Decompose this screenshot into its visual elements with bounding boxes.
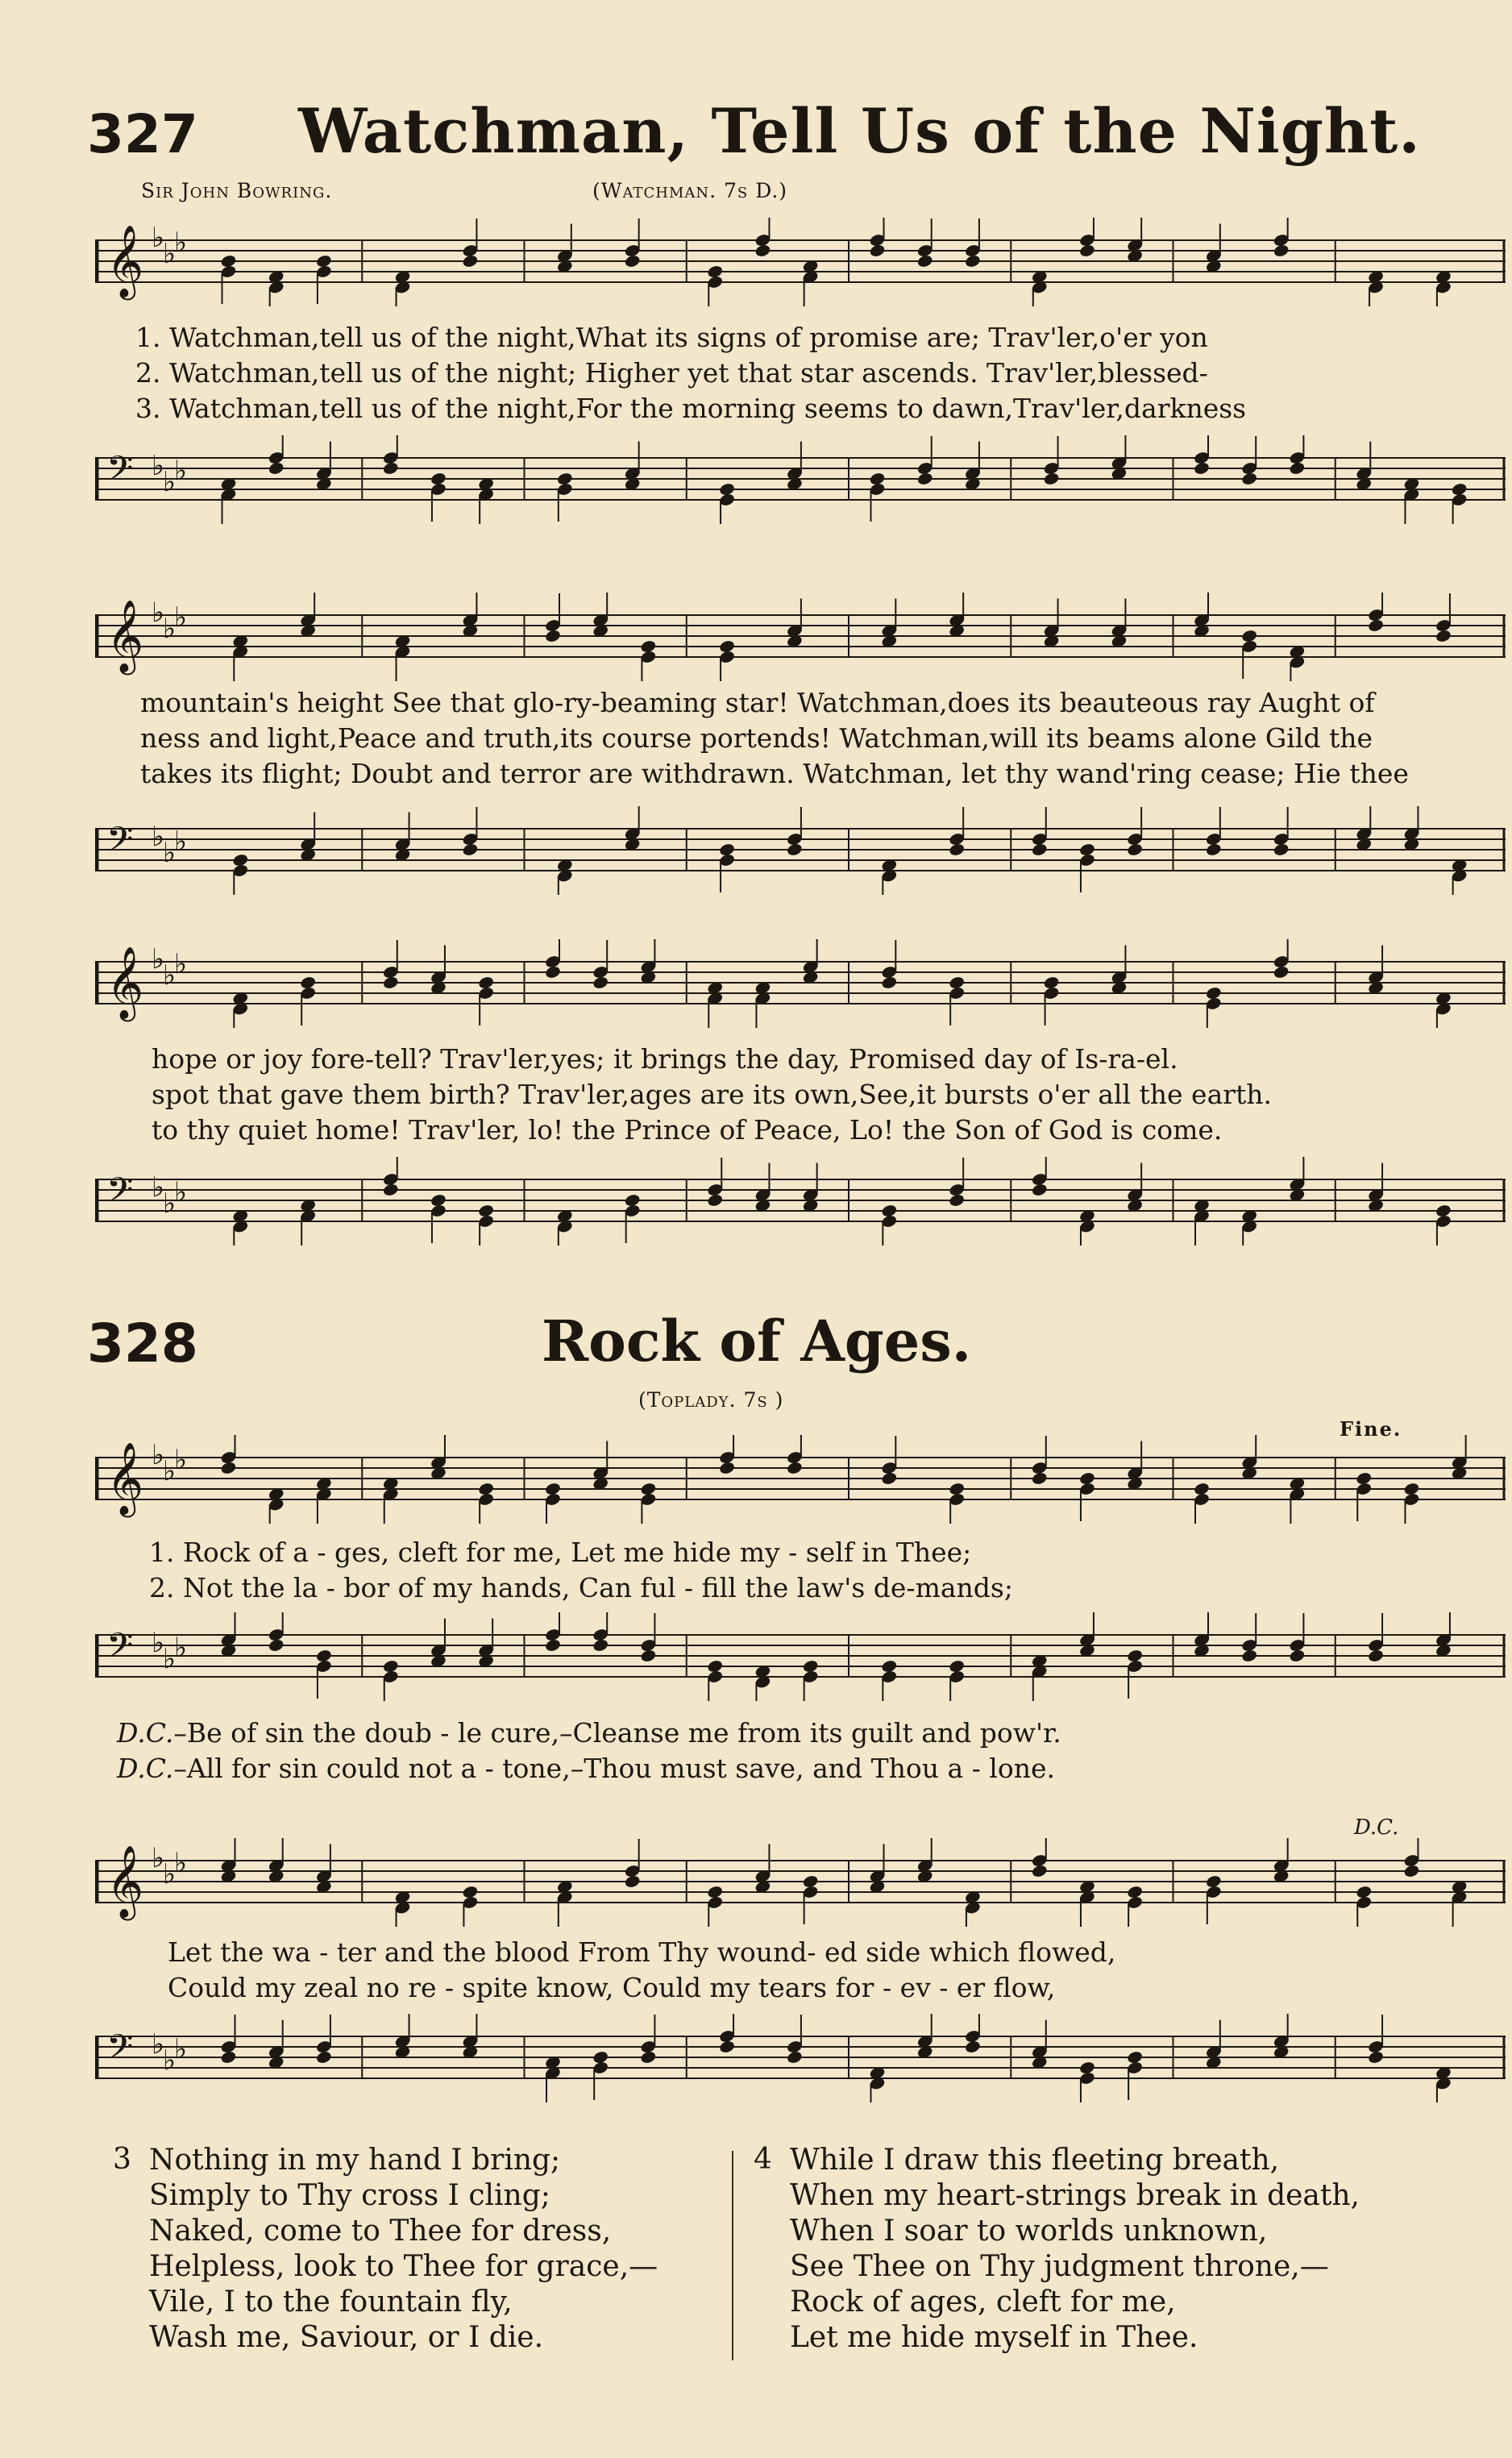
hymn-327-system-2-treble-staff [95, 593, 1506, 681]
hymn-328-verse-1-line-2: Let the wa - ter and the blood From Thy wound- ed side which flowed, [168, 1936, 1116, 1968]
flat-icon: ♭ [152, 1842, 165, 1874]
note-head [268, 1638, 285, 1653]
note-head [881, 1471, 898, 1486]
treble-clef-icon: 𝄞 [106, 225, 144, 297]
hymn-327-verse-3-line-3: to thy quiet home! Trav'ler, lo! the Prince of Peace, Lo! the Son of God is come. [152, 1114, 1223, 1146]
note-head [592, 1638, 609, 1653]
note-head [1367, 1649, 1384, 1663]
note-head [315, 2050, 332, 2065]
hymn-328-number: 328 [87, 1312, 198, 1375]
note-head [544, 965, 561, 979]
flat-icon: ♭ [163, 238, 177, 270]
flat-icon: ♭ [174, 2033, 188, 2065]
note-head [1273, 965, 1290, 979]
note-head [718, 1461, 735, 1475]
flat-icon: ♭ [174, 1176, 188, 1208]
note-head [707, 1193, 724, 1208]
note-head [1193, 461, 1210, 476]
flat-icon: ♭ [163, 1455, 177, 1487]
hymn-328-verse-2-line-2: Could my zeal no re - spite know, Could my tears for - ev - er flow, [168, 1972, 1056, 2003]
dc-text: –Be of sin the doub - le cure,–Cleanse me from its guilt and pow'r. [173, 1717, 1061, 1749]
hymn-327-verse-2-line-1: 2. Watchman,tell us of the night; Higher yet that star ascends. Trav'ler,blessed- [135, 357, 1208, 389]
note-head [544, 1638, 561, 1653]
hymn-327-verse-2-line-2: ness and light,Peace and truth,its course portends! Watchman,will its beams alone Gild the [140, 722, 1373, 754]
hymn-327-verse-2-line-3: spot that gave them birth? Trav'ler,ages are its own,See,it bursts o'er all the earth. [152, 1079, 1273, 1110]
note-head [916, 472, 933, 486]
hymn-327-title: Watchman, Tell Us of the Night. [298, 95, 1421, 167]
dc-label: D.C. [117, 1753, 174, 1784]
note-head [462, 254, 479, 268]
note-head [1031, 1471, 1048, 1486]
flat-icon: ♭ [163, 959, 177, 992]
note-head [948, 842, 965, 857]
hymn-327-verse-1-line-2: mountain's height See that glo-ry-beaming star! Watchman,does its beauteous ray Aught of [140, 687, 1375, 718]
verse-line: Helpless, look to Thee for grace,— [149, 2250, 658, 2283]
note-head [1403, 1864, 1420, 1878]
note-head [382, 975, 399, 990]
hymn-327-verse-3-line-2: takes its flight; Doubt and terror are withdrawn. Watchman, let thy wand'ring cease; Hie thee [140, 758, 1409, 789]
note-head [462, 842, 479, 857]
verse-line: See Thee on Thy judgment throne,— [790, 2250, 1329, 2283]
hymn-327-system-1-bass-staff [95, 435, 1506, 524]
note-head [382, 461, 399, 476]
flat-icon: ♭ [174, 826, 188, 858]
hymn-327-verse-1-line-1: 1. Watchman,tell us of the night,What its signs of promise are; Trav'ler,o'er yon [135, 322, 1208, 353]
bass-clef-icon: 𝄢 [106, 1171, 134, 1219]
flat-icon: ♭ [152, 943, 165, 975]
note-head [1205, 842, 1222, 857]
verse-column-divider [732, 2151, 733, 2360]
note-head [1273, 842, 1290, 857]
hymn-328-tune: (Toplady. 7s ) [638, 1388, 784, 1412]
note-head [1241, 472, 1258, 486]
hymn-327-author: Sir John Bowring. [141, 179, 333, 202]
hymn-328-dc-mark: D.C. [1354, 1815, 1399, 1840]
note-head [624, 254, 641, 268]
hymn-327-system-3-treble-staff [95, 939, 1506, 1028]
flat-icon: ♭ [174, 601, 188, 634]
verse-4-block [790, 2143, 1360, 2356]
note-head [786, 2050, 803, 2065]
flat-icon: ♭ [163, 1858, 177, 1890]
verse-line: Rock of ages, cleft for me, [790, 2285, 1176, 2319]
note-head [1273, 243, 1290, 258]
note-head [754, 243, 771, 258]
verse-3-number: 3 [113, 2143, 131, 2176]
flat-icon: ♭ [163, 837, 177, 869]
hymn-328-title: Rock of Ages. [542, 1308, 972, 1375]
bass-clef-icon: 𝄢 [106, 1626, 134, 1674]
note-head [544, 629, 561, 643]
note-head [640, 1649, 657, 1663]
note-head [1078, 243, 1095, 258]
flat-icon: ♭ [174, 1847, 188, 1879]
verse-line: Let me hide myself in Thee. [790, 2321, 1198, 2354]
note-head [1031, 1183, 1048, 1197]
note-head [592, 975, 609, 990]
note-head [1126, 842, 1143, 857]
flat-icon: ♭ [152, 821, 165, 853]
hymn-328-dc-line-2 [117, 1751, 1055, 1786]
treble-clef-icon: 𝄞 [106, 1845, 144, 1918]
treble-clef-icon: 𝄞 [106, 600, 144, 672]
note-head [1367, 2050, 1384, 2065]
hymn-327-tune: (Watchman. 7s D.) [592, 179, 788, 202]
note-head [220, 1461, 237, 1475]
hymn-328-system-2-bass-staff [95, 2014, 1506, 2102]
note-head [624, 1874, 641, 1889]
hymn-327-system-3-bass-staff [95, 1157, 1506, 1246]
treble-clef-icon: 𝄞 [106, 946, 144, 1019]
hymn-328-dc-line-1 [117, 1716, 1061, 1751]
hymn-327-verse-3-line-1: 3. Watchman,tell us of the night,For the morning seems to dawn,Trav'ler,darkness [135, 393, 1247, 424]
note-head [1289, 1649, 1306, 1663]
note-head [948, 1193, 965, 1208]
flat-icon: ♭ [174, 227, 188, 259]
verse-line: When my heart-strings break in death, [790, 2179, 1360, 2212]
flat-icon: ♭ [163, 1643, 177, 1675]
hymn-327-system-2-bass-staff [95, 806, 1506, 895]
hymn-328-fine-mark: Fine. [1340, 1417, 1402, 1441]
verse-4-number: 4 [754, 2143, 772, 2176]
flat-icon: ♭ [163, 613, 177, 645]
verse-line: Simply to Thy cross I cling; [149, 2179, 550, 2212]
note-head [1241, 1649, 1258, 1663]
flat-icon: ♭ [152, 450, 165, 482]
note-head [1031, 1864, 1048, 1878]
verse-line: Wash me, Saviour, or I die. [149, 2321, 544, 2354]
note-head [1435, 629, 1452, 643]
dc-text: –All for sin could not a - tone,–Thou must save, and Thou a - lone. [173, 1753, 1055, 1784]
hymn-328-system-1-treble-staff [95, 1435, 1506, 1524]
note-head [1367, 618, 1384, 633]
flat-icon: ♭ [152, 1627, 165, 1659]
note-head [786, 1461, 803, 1475]
dc-label: D.C. [117, 1717, 174, 1749]
flat-icon: ♭ [152, 2028, 165, 2061]
flat-icon: ♭ [174, 948, 188, 980]
flat-icon: ♭ [152, 1171, 165, 1204]
note-head [916, 254, 933, 268]
hymn-327-number: 327 [87, 103, 198, 165]
hymn-328-verse-1-line-1: 1. Rock of a - ges, cleft for me, Let me hide my - self in Thee; [149, 1537, 972, 1568]
note-head [786, 842, 803, 857]
flat-icon: ♭ [152, 222, 165, 254]
note-head [964, 2040, 981, 2054]
verse-3-block [149, 2143, 658, 2356]
hymn-328-system-1-bass-staff [95, 1612, 1506, 1701]
flat-icon: ♭ [152, 597, 165, 629]
flat-icon: ♭ [174, 455, 188, 487]
note-head [1043, 472, 1060, 486]
note-head [718, 2040, 735, 2054]
flat-icon: ♭ [152, 1439, 165, 1471]
flat-icon: ♭ [174, 1632, 188, 1664]
treble-clef-icon: 𝄞 [106, 1442, 144, 1515]
flat-icon: ♭ [174, 1444, 188, 1476]
verse-line: While I draw this fleeting breath, [790, 2144, 1280, 2177]
note-head [881, 975, 898, 990]
note-head [869, 243, 886, 258]
flat-icon: ♭ [163, 466, 177, 498]
verse-line: Vile, I to the fountain fly, [149, 2285, 513, 2319]
hymn-327-verse-1-line-3: hope or joy fore-tell? Trav'ler,yes; it brings the day, Promised day of Is-ra-el. [152, 1043, 1178, 1075]
note-head [220, 2050, 237, 2065]
flat-icon: ♭ [163, 2044, 177, 2077]
note-head [268, 461, 285, 476]
note-head [1031, 842, 1048, 857]
note-head [382, 1183, 399, 1197]
bass-clef-icon: 𝄢 [106, 449, 134, 497]
hymn-328-system-2-treble-staff [95, 1838, 1506, 1927]
note-head [964, 254, 981, 268]
bass-clef-icon: 𝄢 [106, 2028, 134, 2076]
note-head [640, 2050, 657, 2065]
hymn-328-verse-2-line-1: 2. Not the la - bor of my hands, Can ful - fill the law's de-mands; [149, 1572, 1013, 1603]
verse-line: When I soar to worlds unknown, [790, 2215, 1268, 2248]
bass-clef-icon: 𝄢 [106, 820, 134, 868]
verse-line: Naked, come to Thee for dress, [149, 2215, 612, 2248]
hymn-327-system-1-treble-staff [95, 218, 1506, 306]
note-head [1289, 461, 1306, 476]
flat-icon: ♭ [163, 1187, 177, 1220]
verse-line: Nothing in my hand I bring; [149, 2144, 561, 2177]
